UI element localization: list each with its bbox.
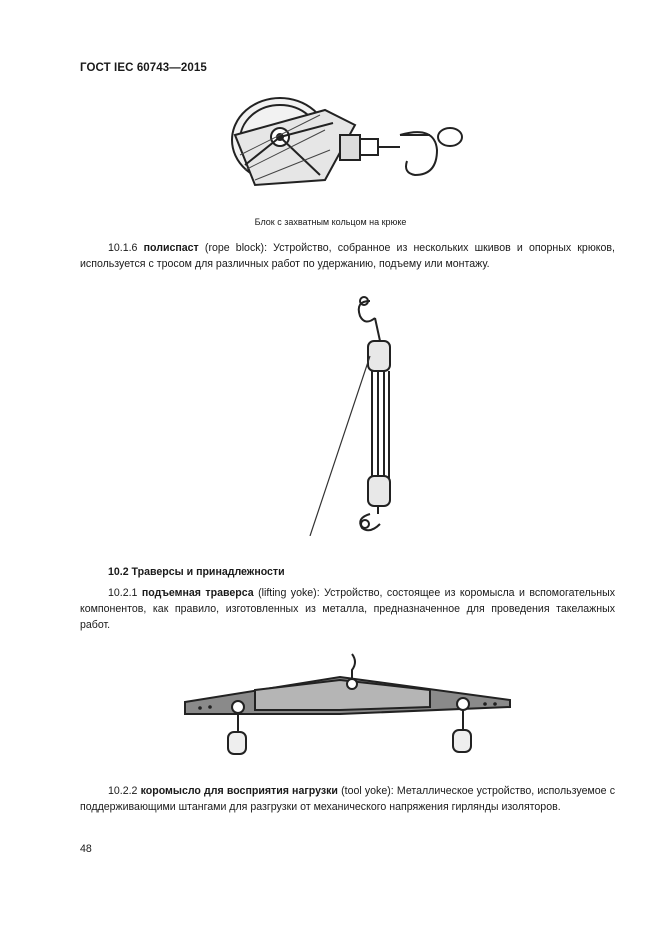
section-title: 10.2 Траверсы и принадлежности <box>108 566 285 578</box>
figure-caption: Блок с захватным кольцом на крюке <box>254 217 407 227</box>
term: коромысло для восприятия нагрузки <box>140 785 338 797</box>
clause-number: 10.2.1 <box>108 587 142 599</box>
term: полиспаст <box>143 242 199 254</box>
paragraph-10-1-6 <box>80 240 615 272</box>
page-number: 48 <box>80 843 92 855</box>
pulley-block-illustration <box>225 95 465 205</box>
term-english: (lifting yoke) <box>253 587 317 599</box>
paragraph-10-2-1 <box>80 585 615 633</box>
definition: : Устройство, собранное из нескольких шкивов и опорных крюков, используется с тросом для различных работ по удержанию, подъему или монтажу. <box>80 242 615 270</box>
paragraph-10-2-2 <box>80 783 615 815</box>
rope-block-illustration <box>290 296 410 536</box>
definition: : Металлическое устройство, используемое с поддерживающими штангами для разгрузки от механического напряжения гирлянды изоляторов. <box>80 785 616 813</box>
clause-number: 10.1.6 <box>108 242 144 254</box>
document-header: ГОСТ IEC 60743—2015 <box>80 62 207 74</box>
lifting-yoke-illustration <box>180 652 520 760</box>
term: подъемная траверса <box>141 587 254 599</box>
clause-number: 10.2.2 <box>108 785 141 797</box>
term-english: (tool yoke) <box>337 785 391 797</box>
definition: : Устройство, состоящее из коромысла и вспомогательных компонентов, как правило, изготовленных из металла, предназначенное для проведения такелажных работ. <box>80 587 615 631</box>
term-english: (rope block) <box>198 242 265 254</box>
